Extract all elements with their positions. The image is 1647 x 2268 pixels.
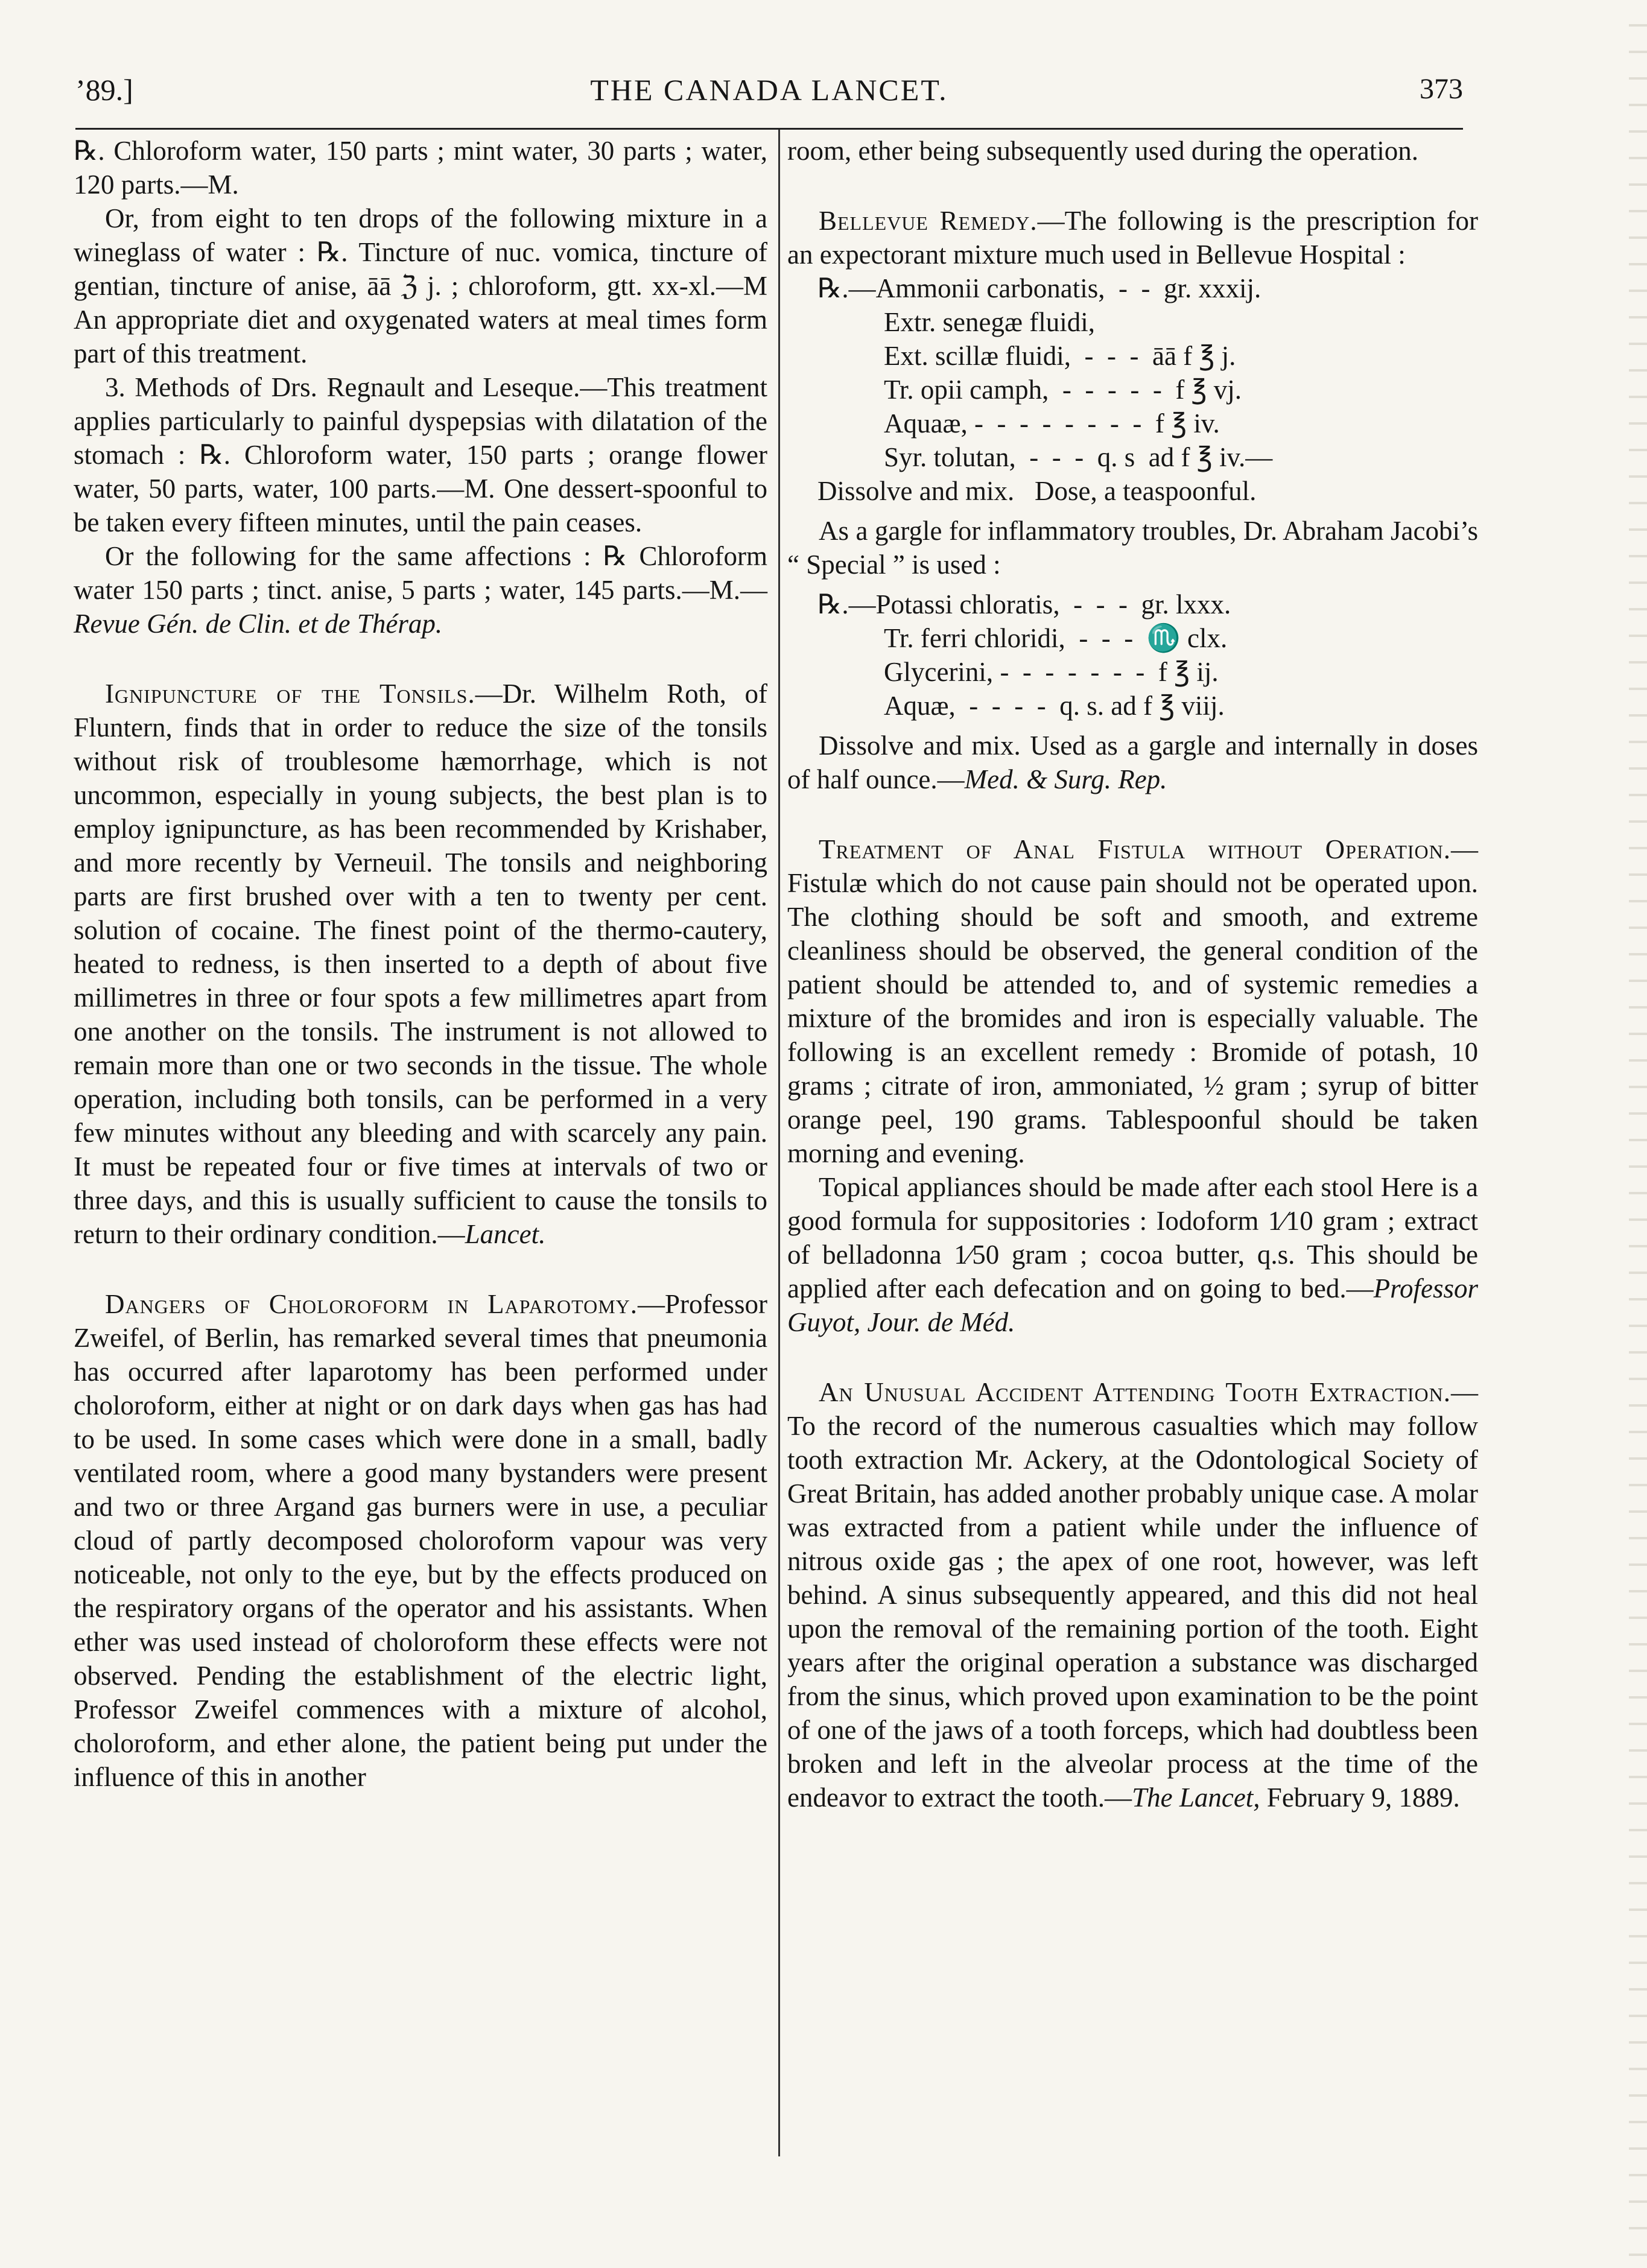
rx-leader: - - - - <box>955 691 1060 721</box>
page-edge <box>1629 0 1647 2268</box>
citation-date: February 9, 1889. <box>1260 1782 1460 1813</box>
article-anal-fistula <box>787 832 1478 1170</box>
rx-amount: gr. xxxij. <box>1164 273 1261 303</box>
rx-line <box>817 440 1478 474</box>
paragraph: As a gargle for inflammatory troubles, Dr. Abraham Jacobi’s “ Special ” is used : <box>787 516 1478 580</box>
rx-leader: - - - <box>1065 623 1147 653</box>
rx-ingredient: Glycerini, <box>884 657 994 687</box>
rx-ingredient: Aquæ, <box>884 691 956 721</box>
citation: Professor Guyot, Jour. de Méd. <box>787 1273 1478 1337</box>
rx-amount: ♏ clx. <box>1146 623 1228 653</box>
article-title: An Unusual Accident Attending Tooth Extraction. <box>819 1377 1451 1407</box>
rx-leader: - - - <box>1071 341 1152 371</box>
header-year: ’89.] <box>75 73 133 107</box>
rx-amount: f ℥ iv. <box>1155 408 1220 439</box>
column-rule <box>778 130 780 2156</box>
rx-ingredient: Tr. opii camph, <box>884 375 1049 405</box>
right-column <box>787 134 1478 1814</box>
article-body: —Fistulæ which do not cause pain should not be operated upon. The clothing should be soft and smooth, and extreme cleanliness should be observed, the general condition of the patient should be attended to, and of systemic remedies a mixture of the bromides and iron is especially valuable. The following is an excellent remedy : Bromide of potash, 10 grams ; citrate of iron, ammoniated, ½ gram ; syrup of bitter orange peel, 190 grams. Tablespoonful should be taken morning and evening. <box>787 834 1478 1168</box>
prescription-bellevue <box>787 271 1478 508</box>
rx-leader: - - - - - - - <box>993 657 1158 687</box>
rx-ingredient: Aquaæ, - <box>884 408 983 439</box>
article-body: —To the record of the numerous casualties which may follow tooth extraction Mr. Ackery, at the Odontological Society of Great Britain, has added another probably unique case. A molar was extracted from a patient while under the influence of nitrous oxide gas ; the apex of one root, however, was left behind. A sinus subsequently appeared, and this did not heal upon the removal of the remaining portion of the tooth. Eight years after the original operation a substance was discharged from the sinus, which proved upon examination to be the point of one of the jaws of a tooth forceps, which had doubtless been broken and left in the alveolar process at the time of the endeavor to extract the tooth.— <box>787 1377 1478 1813</box>
rx-amount: āā f ℥ j. <box>1152 341 1236 371</box>
rx-amount: q. s ad f ℥ iv.— <box>1097 442 1273 472</box>
article-body: —The following is the prescription for an expectorant mixture much used in Bellevue Hospital : <box>787 206 1478 270</box>
paragraph <box>787 729 1478 796</box>
rx-ingredient: Ext. scillæ fluidi, <box>884 341 1071 371</box>
paragraph-text: Topical appliances should be made after each stool Here is a good formula for suppositories : Iodoform 1⁄10 gram ; extract of belladonna 1⁄50 gram ; cocoa butter, q.s. This should be applied after each defecation and on going to bed.— <box>787 1172 1478 1303</box>
article-body: —Professor Zweifel, of Berlin, has remarked several times that pneumonia has occurred after laparotomy has been performed under choloroform, either at night or on dark days when gas has had to be used. In some cases which were done in a small, badly ventilated room, where a good many bystanders were present and two or three Argand gas burners were in use, a peculiar cloud of partly decomposed choloroform vapour was very noticeable, not only to the eye, but by the effects produced on the respiratory organs of the operator and his assistants. When ether was used instead of choloroform these effects were not observed. Pending the establishment of the electric light, Professor Zweifel commences with a mixture of alcohol, choloroform, and ether alone, the patient being put under the influence of this in another <box>74 1289 767 1792</box>
running-header <box>75 72 1463 121</box>
paragraph: 3. Methods of Drs. Regnault and Leseque.—This treatment applies particularly to painful dyspepsias with dilatation of the stomach : ℞. Chloroform water, 150 parts ; orange flower water, 50 parts, water, 100 parts.—M. One dessert-spoonful to be taken every fifteen minutes, until the pain ceases. <box>74 372 767 537</box>
rx-leader: - - - - - <box>1049 375 1176 405</box>
paragraph: Or, from eight to ten drops of the following mixture in a wineglass of water : ℞. Tincture of nuc. vomica, tincture of gentian, tincture of anise, āā ℨ j. ; chloroform, gtt. xx-xl.—M An appropriate diet and oxygenated waters at meal times form part of this treatment. <box>74 203 767 369</box>
paragraph: ℞. Chloroform water, 150 parts ; mint water, 30 parts ; water, 120 parts.—M. <box>74 136 767 200</box>
rx-ingredient: Tr. ferri chloridi, <box>884 623 1065 653</box>
rx-ingredient: ℞.—Ammonii carbonatis, <box>817 273 1105 303</box>
journal-title: THE CANADA LANCET. <box>590 73 948 107</box>
rx-amount: gr. lxxx. <box>1141 589 1231 619</box>
citation: Revue Gén. de Clin. et de Thérap. <box>74 609 443 639</box>
rx-line <box>817 407 1478 440</box>
rx-ingredient: Extr. senegæ fluidi, <box>884 307 1095 337</box>
paragraph-text: Or the following for the same affections : ℞ Chloroform water 150 parts ; tinct. anise, 5 parts ; water, 145 parts.—M.— <box>74 541 767 605</box>
article-tooth-extraction <box>787 1375 1478 1814</box>
article-ignipuncture <box>74 677 767 1251</box>
rx-ingredient: ℞.—Potassi chloratis, <box>817 589 1060 619</box>
paragraph-text: Dissolve and mix. Used as a gargle and internally in doses of half ounce.— <box>787 730 1478 794</box>
rx-line <box>817 655 1478 689</box>
rx-line <box>817 339 1478 373</box>
article-title: Ignipuncture of the Tonsils. <box>105 679 475 709</box>
rx-line <box>817 271 1478 305</box>
citation: Med. & Surg. Rep. <box>964 764 1167 794</box>
citation: Lancet. <box>465 1219 546 1249</box>
rx-line <box>817 305 1478 339</box>
rx-line <box>817 621 1478 655</box>
rx-directions <box>817 474 1478 508</box>
rx-line <box>817 588 1478 621</box>
article-title: Bellevue Remedy. <box>819 206 1038 236</box>
rx-amount: f ℥ ij. <box>1158 657 1219 687</box>
article-title: Dangers of Choloroform in Laparotomy. <box>105 1289 638 1319</box>
rx-leader: - - - <box>1015 442 1097 472</box>
citation: The Lancet, <box>1132 1782 1260 1813</box>
prescription-gargle <box>787 588 1478 723</box>
paragraph: room, ether being subsequently used during the operation. <box>787 136 1419 166</box>
paragraph <box>787 1170 1478 1339</box>
rx-amount: q. s. ad f ℥ viij. <box>1059 691 1225 721</box>
page-number: 373 <box>1420 73 1463 105</box>
rx-amount: f ℥ vj. <box>1175 375 1242 405</box>
rx-leader: - - <box>1105 273 1164 303</box>
article-body: —Dr. Wilhelm Roth, of Fluntern, finds that in order to reduce the size of the tonsils without risk of troublesome hæmorrhage, which is not uncommon, especially in young subjects, the best plan is to employ ignipuncture, as has been recommended by Krishaber, and more recently by Verneuil. The tonsils and neighboring parts are first brushed over with a ten to twenty per cent. solution of cocaine. The finest point of the thermo-cautery, heated to redness, is then inserted to a depth of about five millimetres in three or four spots a few millimetres apart from one another on the tonsils. The instrument is not allowed to remain more than one or two seconds in the tissue. The whole operation, including both tonsils, can be performed in a very few minutes without any bleeding and with scarcely any pain. It must be repeated four or five times at intervals of two or three days, and this is usually sufficient to cause the tonsils to return to their ordinary condition.— <box>74 679 767 1249</box>
rx-line <box>817 689 1478 723</box>
rx-leader: - - - - - - - <box>983 408 1155 439</box>
left-column <box>74 134 767 1794</box>
article-title: Treatment of Anal Fistula without Operation. <box>819 834 1451 864</box>
rx-line <box>817 373 1478 407</box>
article-chloroform-dangers <box>74 1287 767 1794</box>
header-rule <box>75 128 1463 130</box>
rx-ingredient: Syr. tolutan, <box>884 442 1016 472</box>
rx-leader: - - - <box>1059 589 1141 619</box>
rx-directions-text: Dissolve and mix. Dose, a teaspoonful. <box>817 476 1257 506</box>
article-bellevue <box>787 204 1478 271</box>
paragraph <box>74 539 767 641</box>
